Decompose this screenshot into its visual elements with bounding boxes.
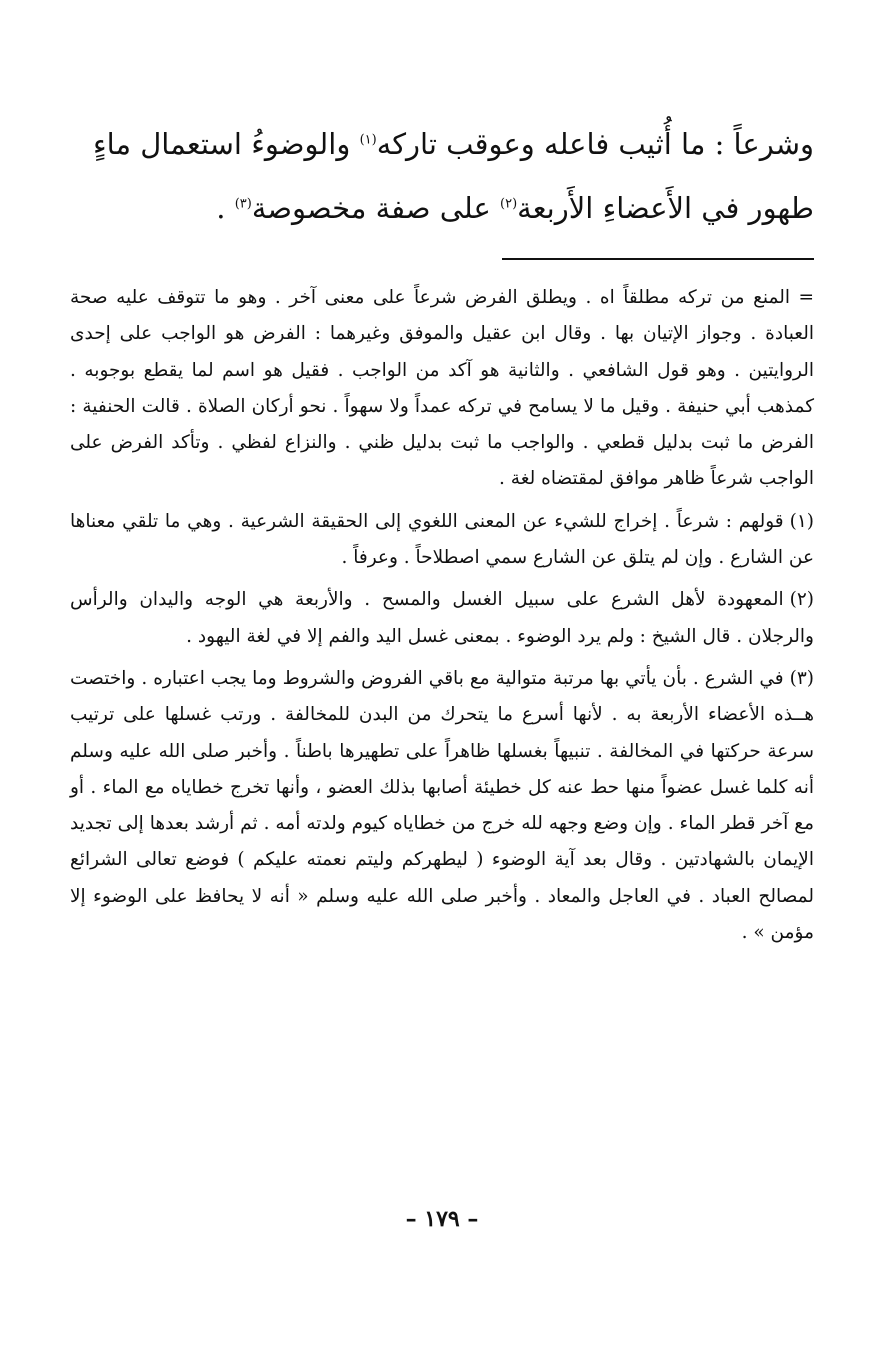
main-text-segment: والوضوءُ استعمال ماءٍ (93, 127, 360, 161)
footnote-marker: (٢) (500, 196, 518, 212)
footnote-marker: (٣) (234, 196, 252, 212)
main-text-segment: على صفة مخصوصة (251, 191, 500, 225)
footnote-text: في الشرع . بأن يأتي بها مرتبة متوالية مع باقي الفروض والشروط وما يجب اعتباره . واختصت هــذه الأعضاء الأربعة به . لأنها أسرع ما يتحرك من البدن للمخالفة . ورتب غسلها على ترتيب سرعة حركتها في المخالفة . تنبيهاً بغسلها ظاهراً على تطهيرها باطناً . وأخبر صلى الله عليه وسلم أنه كلما غسل عضواً منها حط عنه كل خطيئة أصابها بذلك العضو ، وأنها تخرج خطاياه مع الماء . أو مع آخر قطر الماء . وإن وضع وجهه لله خرج من خطاياه كيوم ولدته أمه . ثم أرشد بعدها إلى تجديد الإيمان بالشهادتين . وقال بعد آية الوضوء ( ليطهركم وليتم نعمته عليكم ) فوضع تعالى الشرائع لمصالح العباد . في العاجل والمعاد . وأخبر صلى الله عليه وسلم « أنه لا يحافظ على الوضوء إلا مؤمن » . (70, 667, 814, 944)
main-line (70, 176, 814, 240)
book-page (70, 0, 814, 1347)
footnote (70, 661, 814, 951)
main-text (70, 112, 814, 240)
footnote-number: (٣) (789, 667, 814, 689)
main-text-segment: وشرعاً : ما أُثيب فاعله وعوقب تاركه (376, 127, 814, 161)
footnote-number: (٢) (789, 589, 814, 611)
footnote-marker: (١) (359, 132, 377, 148)
footnote-text: قولهم : شرعاً . إخراج للشيء عن المعنى اللغوي إلى الحقيقة الشرعية . وهي ما تلقي معناها عن الشارع . وإن لم يتلق عن الشارع سمي اصطلاحاً . وعرفاً . (70, 510, 814, 569)
main-text-segment: طهور في الأَعضاءِ الأَربعة (517, 191, 814, 225)
footnote-continuation: = المنع من تركه مطلقاً اه . ويطلق الفرض شرعاً على معنى آخر . وهو ما تتوقف عليه صحة العبادة . وجواز الإتيان بها . وقال ابن عقيل والموفق وغيرهما : الفرض هو الواجب على إحدى الروايتين . وهو قول الشافعي . والثانية هو آكد من الواجب . فقيل هو اسم لما يقطع بوجوبه . كمذهب أبي حنيفة . وقيل ما لا يسامح في تركه عمداً ولا سهواً . نحو أركان الصلاة . قالت الحنفية : الفرض ما ثبت بدليل قطعي . والواجب ما ثبت بدليل ظني . والنزاع لفظي . وتأكد الفرض على الواجب شرعاً ظاهر موافق لمقتضاه لغة . (70, 287, 814, 490)
footnote-separator (502, 258, 814, 260)
main-text-segment: . (216, 191, 235, 225)
page-number: – ١٧٩ – (405, 1206, 479, 1232)
main-line (70, 112, 814, 176)
footnote (70, 504, 814, 577)
footnote (70, 582, 814, 655)
footnote-number: (١) (789, 510, 814, 532)
footnote-text: المعهودة لأهل الشرع على سبيل الغسل والمسح . والأربعة هي الوجه واليدان والرأس والرجلان . قال الشيخ : ولم يرد الوضوء . بمعنى غسل اليد والفم إلا في لغة اليهود . (70, 589, 814, 647)
footnotes-section (70, 280, 814, 957)
